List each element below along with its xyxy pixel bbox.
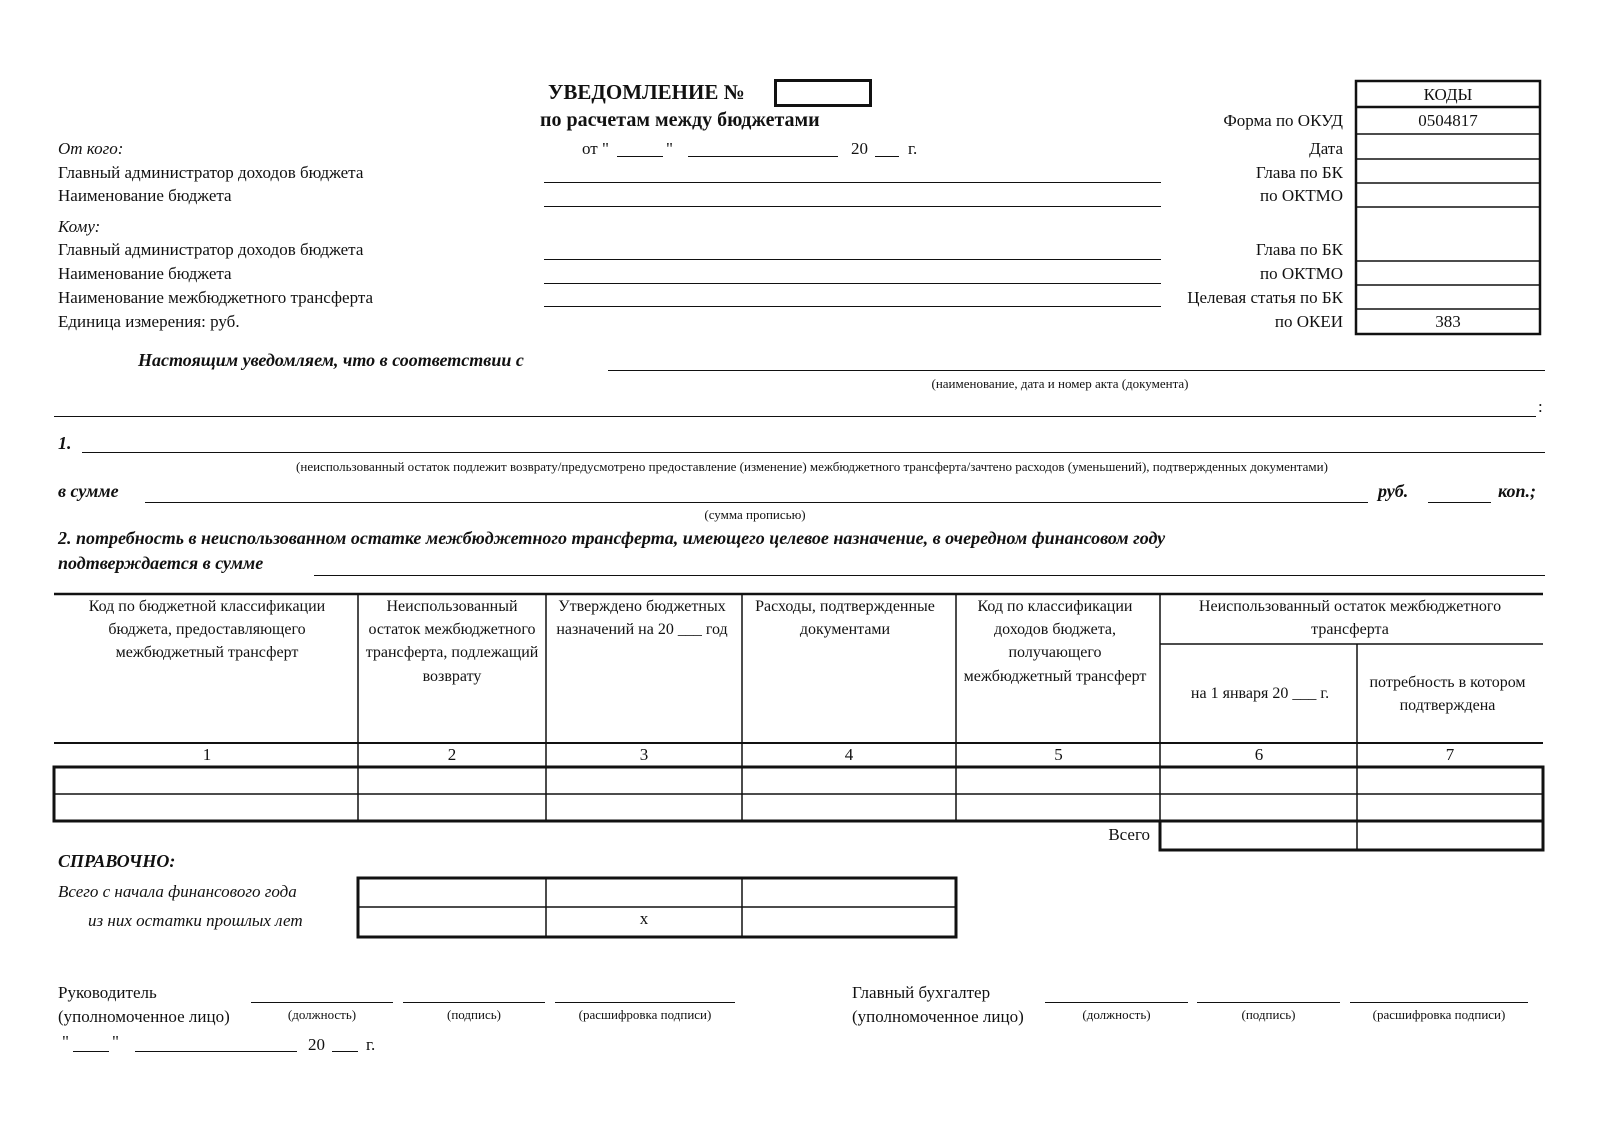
to-label: Кому: [58,217,101,236]
date-year-prefix: 20 [851,139,868,158]
table-header-col6: на 1 января 20 ___ г. [1190,685,1330,703]
reference-table-grid [358,878,956,937]
notice-intro: Настоящим уведомляем, что в соответствии с [138,350,524,370]
sign-date-year-prefix: 20 [308,1035,325,1054]
to-budget-label: Наименование бюджета [58,264,232,283]
table-total-label: Всего [1108,825,1150,844]
to-admin-label: Главный администратор доходов бюджета [58,240,364,259]
act-colon: : [1538,397,1543,416]
accountant-label: Главный бухгалтер [852,983,991,1002]
table-header-col1: Код по бюджетной классификации бюджета, предоставляющего межбюджетный трансферт [88,598,326,662]
codes-label-oktmo-1: по ОКТМО [1259,186,1343,205]
table-colnum-4: 4 [844,745,854,764]
item2-line1: 2. потребность в неиспользованном остатке межбюджетного трансферта, имеющего целевое назначение, в очередном финансовом году [58,528,1166,548]
codes-value-okud[interactable]: 0504817 [1418,111,1478,130]
table-header-col7: потребность в котором подтверждена [1369,673,1526,714]
table-header-col6-7-group: Неиспользованный остаток межбюджетного трансферта [1198,598,1502,639]
head-label: Руководитель [58,983,157,1002]
accountant-decode-hint: (расшифровка подписи) [1372,1007,1506,1022]
table-header-col5: Код по классификации доходов бюджета, получающего межбюджетный трансферт [963,598,1147,685]
sign-date-close: " [112,1032,119,1051]
codes-label-glava-2: Глава по БК [1255,240,1343,259]
from-budget-label: Наименование бюджета [58,186,232,205]
table-header-col2: Неиспользованный остаток межбюджетного трансферта, подлежащий возврату [365,598,539,685]
sum-hint: (сумма прописью) [704,507,806,522]
date-year-suffix: г. [908,139,918,158]
sum-label: в сумме [58,481,119,501]
transfer-label: Наименование межбюджетного трансферта [58,288,374,307]
reference-title: СПРАВОЧНО: [58,851,176,871]
form-title: УВЕДОМЛЕНИЕ № [548,80,745,104]
rub-label: руб. [1378,481,1409,501]
reference-x-mark: х [639,909,649,928]
item1-number: 1. [58,433,72,453]
codes-header: КОДЫ [1423,85,1473,104]
table-colnum-5: 5 [1054,745,1063,764]
act-hint: (наименование, дата и номер акта (документа) [931,376,1189,391]
date-prefix: от " [582,139,609,158]
codes-label-target: Целевая статья по БК [1187,288,1343,307]
from-admin-label: Главный администратор доходов бюджета [58,163,364,182]
from-label: От кого: [58,139,124,158]
table-header-col4: Расходы, подтвержденные документами [755,598,935,639]
accountant-sublabel: (уполномоченное лицо) [852,1007,1024,1026]
head-decode-hint: (расшифровка подписи) [578,1007,712,1022]
codes-label-oktmo-2: по ОКТМО [1259,264,1343,283]
codes-grid [1356,81,1540,334]
table-colnum-3: 3 [639,745,649,764]
date-quote-close: " [666,139,673,158]
table-colnum-1: 1 [202,745,212,764]
table-header-col3: Утверждено бюджетных назначений на 20 ___ год [556,598,728,639]
unit-label: Единица измерения: руб. [58,312,240,331]
item1-hint: (неиспользованный остаток подлежит возврату/предусмотрено предоставление (изменение) межбюджетного трансферта/зачтено расходов (уменьшений), подтвержденных документами) [296,459,1328,474]
codes-label-date: Дата [1309,139,1343,158]
head-sublabel: (уполномоченное лицо) [58,1007,230,1026]
codes-value-okei[interactable]: 383 [1435,312,1461,331]
codes-label-okei: по ОКЕИ [1274,312,1343,331]
table-colnum-7: 7 [1445,745,1455,764]
sign-date-year-suffix: г. [366,1035,376,1054]
accountant-signature-hint: (подпись) [1241,1007,1296,1022]
kop-label: коп.; [1498,481,1536,501]
table-colnum-2: 2 [447,745,457,764]
codes-label-glava-1: Глава по БК [1255,163,1343,182]
table-colnum-6: 6 [1254,745,1264,764]
head-position-hint: (должность) [287,1007,357,1022]
reference-row2-label: из них остатки прошлых лет [88,911,303,930]
sign-date-open: " [62,1032,69,1051]
reference-row1-label: Всего с начала финансового года [58,882,297,901]
form-subtitle: по расчетам между бюджетами [540,109,820,131]
item2-line2: подтверждается в сумме [58,553,264,573]
main-table-grid [54,594,1543,850]
accountant-position-hint: (должность) [1082,1007,1151,1022]
codes-label-okud: Форма по ОКУД [1223,111,1343,130]
head-signature-hint: (подпись) [447,1007,501,1022]
